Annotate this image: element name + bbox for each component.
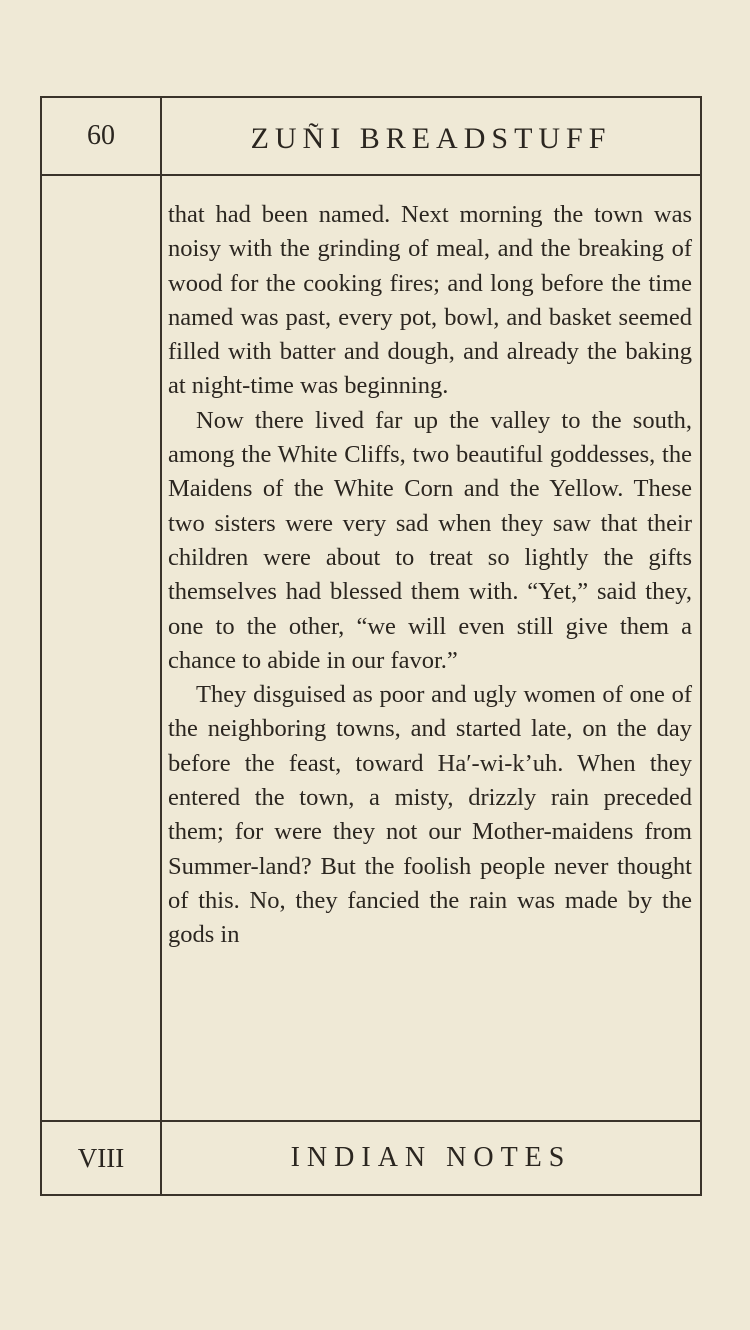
series-title: INDIAN NOTES (290, 1142, 572, 1173)
body-text (168, 198, 692, 953)
header-rule (42, 174, 700, 176)
running-title: ZUÑI BREADSTUFF (250, 122, 612, 155)
page-frame (40, 96, 702, 1196)
page-number: 60 (87, 120, 115, 151)
paragraph-2: Now there lived far up the valley to the south, among the White Cliffs, two beautiful goddesses, the Maidens of the White Corn and the Yellow. These two sisters were very sad when they saw that their children were about to treat so lightly the gifts themselves had blessed them with. “Yet,” said they, one to the other, “we will even still give them a chance to abide in our favor.” (168, 406, 692, 674)
paragraph-1: that had been named. Next morning the town was noisy with the grinding of meal, and the breaking of wood for the cooking fires; and long before the time named was past, every pot, bowl, and basket seemed filled with batter and dough, and already the baking at night-time was beginning. (168, 201, 692, 400)
paragraph-3: They disguised as poor and ugly women of one of the neighboring towns, and started late, on the day before the feast, toward Ha′-wi-k’uh. When they entered the town, a misty, drizzly rain preceded them; for were they not our Mother-maidens from Summer-land? But the foolish people never thought of this. No, they fancied the rain was made by the gods in (168, 681, 692, 949)
margin-rule (160, 98, 162, 1194)
signature-mark: VIII (77, 1142, 125, 1173)
